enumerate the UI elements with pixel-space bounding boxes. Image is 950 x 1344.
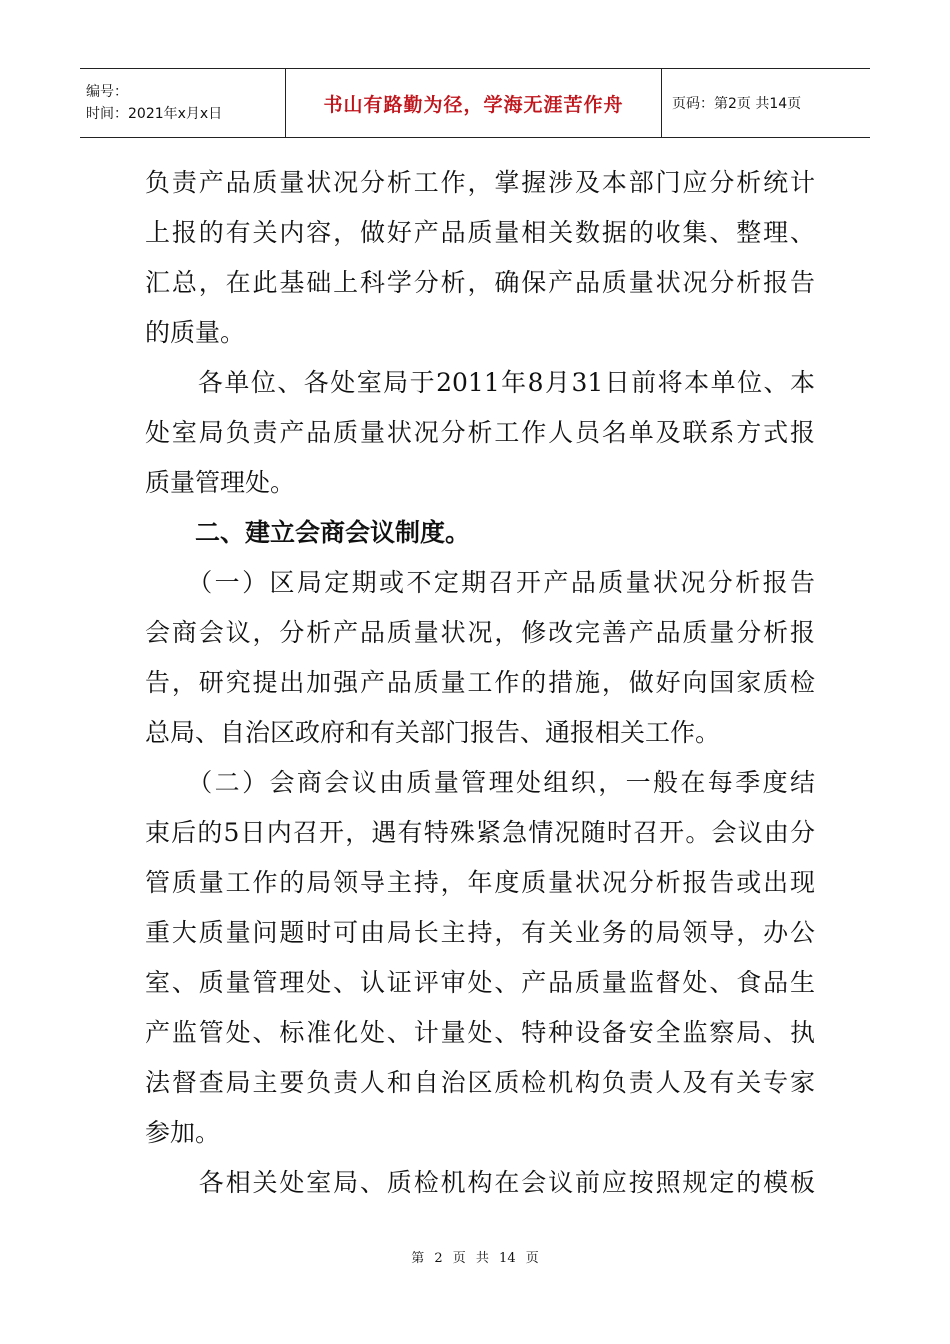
paragraph-line: 质量管理处。 (145, 468, 296, 497)
paragraph-line: 各单位、各处室局于2011年8月31日前将本单位、本 (145, 368, 815, 397)
section-heading: 二、建立会商会议制度。 (145, 518, 471, 547)
paragraph-line: 重大质量问题时可由局长主持，有关业务的局领导，办公 (145, 918, 815, 947)
paragraph-line: 室、质量管理处、认证评审处、产品质量监督处、食品生 (145, 968, 815, 997)
header-motto (286, 69, 662, 137)
paragraph-line: 的质量。 (145, 318, 246, 347)
footer-page-number: 第 2 页 共 14 页 (411, 1251, 539, 1266)
paragraph-line: 各相关处室局、质检机构在会议前应按照规定的模板 (145, 1168, 815, 1197)
paragraph-line: 束后的5日内召开，遇有特殊紧急情况随时召开。会议由分 (145, 818, 815, 847)
document-time-label: 时间：2021年x月x日 (86, 106, 223, 122)
paragraph-line: 会商会议，分析产品质量状况，修改完善产品质量分析报 (145, 618, 815, 647)
document-body (145, 158, 815, 1208)
paragraph-line: 处室局负责产品质量状况分析工作人员名单及联系方式报 (145, 418, 815, 447)
paragraph-line: 产监管处、标准化处、计量处、特种设备安全监察局、执 (145, 1018, 815, 1047)
header-page-info (662, 69, 870, 137)
paragraph-line: 参加。 (145, 1118, 221, 1147)
header-meta (80, 69, 286, 137)
page-header (80, 68, 870, 138)
paragraph-line: 负责产品质量状况分析工作，掌握涉及本部门应分析统计 (145, 168, 815, 197)
paragraph-line: 上报的有关内容，做好产品质量相关数据的收集、整理、 (145, 218, 815, 247)
page-footer (0, 1247, 950, 1266)
document-number-label: 编号： (86, 84, 128, 100)
paragraph-line: 总局、自治区政府和有关部门报告、通报相关工作。 (145, 718, 721, 747)
paragraph-line: （一）区局定期或不定期召开产品质量状况分析报告 (145, 568, 815, 597)
paragraph-line: 管质量工作的局领导主持，年度质量状况分析报告或出现 (145, 868, 815, 897)
page-info-text: 页码：第2页 共14页 (672, 96, 802, 112)
paragraph-line: （二）会商会议由质量管理处组织，一般在每季度结 (145, 768, 815, 797)
paragraph-line: 告，研究提出加强产品质量工作的措施，做好向国家质检 (145, 668, 815, 697)
paragraph-line: 汇总，在此基础上科学分析，确保产品质量状况分析报告 (145, 268, 815, 297)
motto-text: 书山有路勤为径，学海无涯苦作舟 (323, 93, 624, 116)
paragraph-line: 法督查局主要负责人和自治区质检机构负责人及有关专家 (145, 1068, 815, 1097)
